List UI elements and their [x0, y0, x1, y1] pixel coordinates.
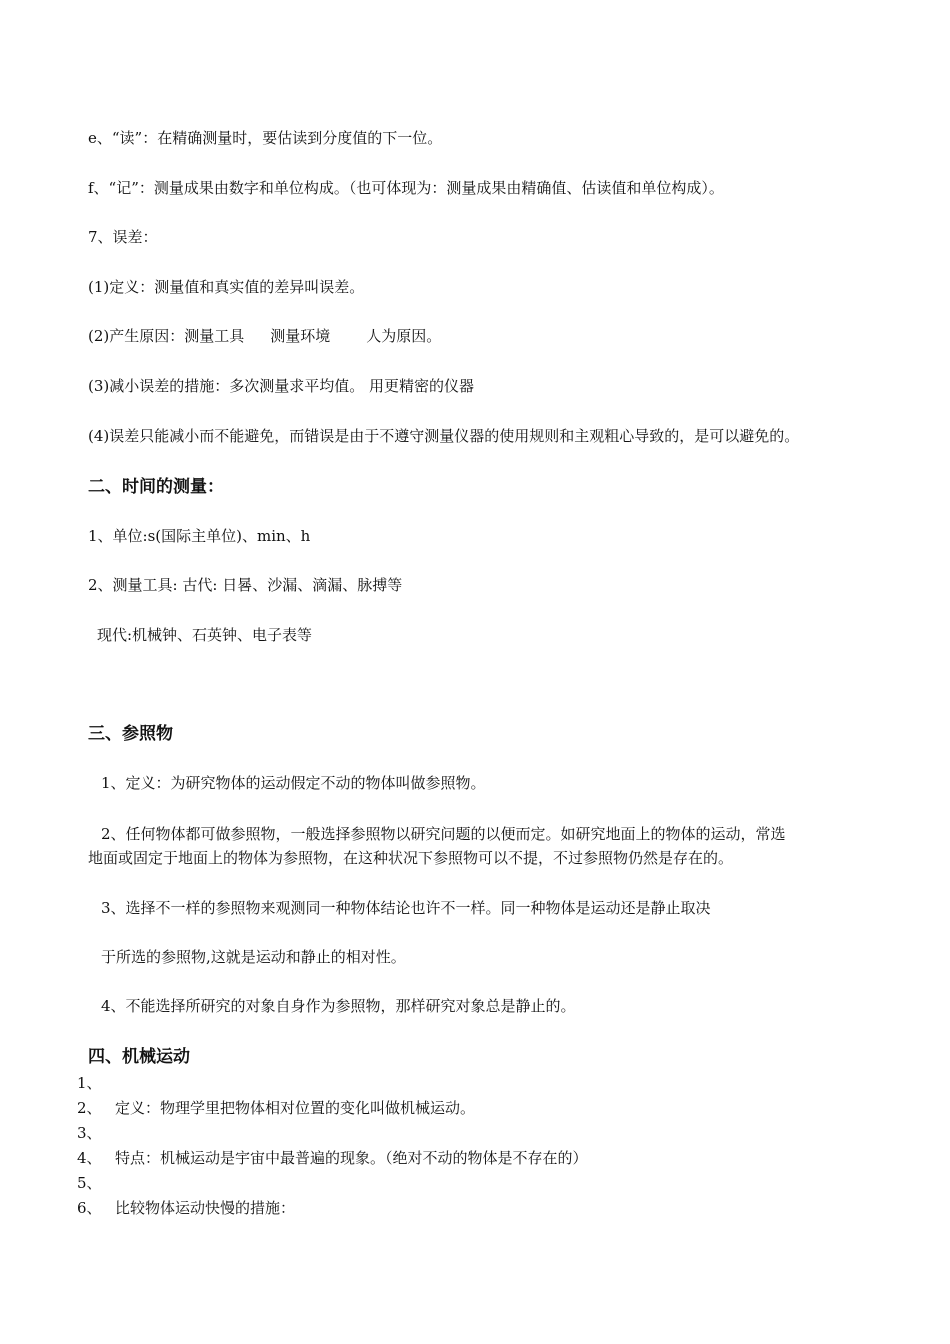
text-segment: (2)产生原因：测量工具: [88, 327, 245, 345]
text-line: 3、选择不一样的参照物来观测同一种物体结论也许不一样。同一种物体是运动还是静止取决: [101, 899, 711, 917]
text-line: 于所选的参照物,这就是运动和静止的相对性。: [101, 948, 406, 966]
text-segment: 人为原因。: [366, 327, 442, 345]
list-number: 2、: [77, 1099, 102, 1117]
text-segment: 测量环境: [270, 327, 331, 345]
list-number: 5、: [77, 1174, 102, 1192]
list-text: 比较物体运动快慢的措施：: [115, 1199, 296, 1217]
text-line: 2、测量工具: 古代: 日晷、沙漏、滴漏、脉搏等: [88, 576, 403, 594]
list-item: [77, 1123, 115, 1143]
list-item: [77, 1198, 295, 1218]
text-line: (1)定义：测量值和真实值的差异叫误差。: [88, 278, 365, 296]
section-heading: 三、参照物: [88, 724, 173, 744]
list-text: 特点：机械运动是宇宙中最普遍的现象。（绝对不动的物体是不存在的）: [115, 1149, 588, 1167]
list-number: 3、: [77, 1124, 102, 1142]
text-line: 现代:机械钟、石英钟、电子表等: [97, 626, 313, 644]
section-heading: 四、机械运动: [88, 1047, 190, 1067]
list-text: 定义：物理学里把物体相对位置的变化叫做机械运动。: [115, 1099, 476, 1117]
list-item: [77, 1073, 115, 1093]
list-item: [77, 1098, 475, 1118]
list-number: 4、: [77, 1149, 102, 1167]
text-line: (3)减小误差的措施：多次测量求平均值。 用更精密的仪器: [88, 377, 475, 395]
text-line: 7、误差：: [88, 228, 158, 246]
list-item: [77, 1148, 588, 1168]
list-number: 6、: [77, 1199, 102, 1217]
text-line-causes: [88, 326, 441, 346]
list-item: [77, 1173, 115, 1193]
text-line: e、“读”：在精确测量时，要估读到分度值的下一位。: [88, 129, 443, 147]
text-line: 1、定义：为研究物体的运动假定不动的物体叫做参照物。: [101, 774, 486, 792]
text-line: f、“记”：测量成果由数字和单位构成。（也可体现为：测量成果由精确值、估读值和单位构成）。: [88, 179, 724, 197]
text-line: 4、不能选择所研究的对象自身作为参照物，那样研究对象总是静止的。: [101, 997, 576, 1015]
list-number: 1、: [77, 1074, 102, 1092]
text-line: 地面或固定于地面上的物体为参照物，在这种状况下参照物可以不提，不过参照物仍然是存在的。: [88, 849, 734, 867]
text-line: 1、单位:s(国际主单位)、min、h: [88, 527, 311, 545]
text-line: (4)误差只能减小而不能避免，而错误是由于不遵守测量仪器的使用规则和主观粗心导致的，是可以避免的。: [88, 427, 800, 445]
section-heading: 二、时间的测量：: [88, 477, 224, 497]
text-line: 2、任何物体都可做参照物，一般选择参照物以研究问题的以便而定。如研究地面上的物体的运动，常选: [101, 825, 786, 843]
